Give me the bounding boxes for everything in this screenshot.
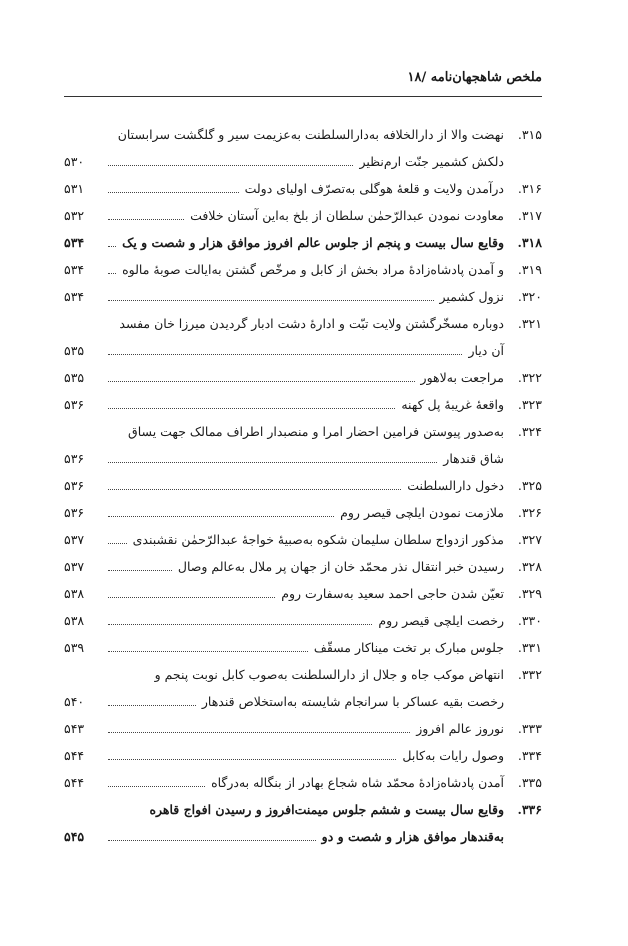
toc-entry <box>64 310 542 364</box>
entry-title: دلکش کشمیر جنّت ارم‌نظیر <box>359 154 504 169</box>
toc-line <box>64 202 542 229</box>
toc-line <box>64 823 542 850</box>
dot-leader <box>108 354 462 355</box>
toc-line <box>64 445 542 472</box>
entry-title: دوباره مسخّرگشتن ولایت تبّت و ادارهٔ دشت ادبار گردیدن میرزا خان مفسد <box>119 316 504 331</box>
toc-line <box>64 553 542 580</box>
toc-line <box>64 499 542 526</box>
entry-number: ۳۱۷. <box>517 208 542 223</box>
page-number: ۵۳۹ <box>64 640 85 655</box>
entry-number: ۳۲۶. <box>517 505 542 520</box>
running-header: ملخص شاهجهان‌نامه /۱۸ <box>407 70 542 85</box>
toc-line <box>64 715 542 742</box>
entry-number: ۳۱۹. <box>517 262 542 277</box>
toc-line <box>64 688 542 715</box>
entry-number: ۳۲۰. <box>517 289 542 304</box>
dot-leader <box>108 516 334 517</box>
entry-title: نوروز عالم افروز <box>416 721 504 736</box>
entry-title: انتهاض موکب جاه و جلال از دارالسلطنت به‌صوب کابل نوبت پنجم و <box>154 667 504 682</box>
entry-number: ۳۳۶. <box>517 802 542 817</box>
dot-leader <box>108 192 239 193</box>
page-number: ۵۳۸ <box>64 586 85 601</box>
dot-leader <box>108 462 437 463</box>
page-number: ۵۳۶ <box>64 505 85 520</box>
toc-entry <box>64 202 542 229</box>
toc-line <box>64 175 542 202</box>
toc-entry <box>64 796 542 850</box>
toc-line <box>64 580 542 607</box>
dot-leader <box>108 624 372 625</box>
dot-leader <box>108 381 415 382</box>
dot-leader <box>108 273 116 274</box>
toc-entry <box>64 229 542 256</box>
entry-title: معاودت نمودن عبدالرّحمٰن سلطان از بلخ به‌این آستان خلافت <box>190 208 504 223</box>
entry-title: وقایع سال بیست و پنجم از جلوس عالم افروز موافق هزار و شصت و یک <box>122 235 504 250</box>
dot-leader <box>108 705 196 706</box>
page-number: ۵۳۵ <box>64 343 85 358</box>
toc-line <box>64 391 542 418</box>
entry-number: ۳۳۲. <box>517 667 542 682</box>
page-number: ۵۴۴ <box>64 748 85 763</box>
toc-entry <box>64 526 542 553</box>
page-number: ۵۳۷ <box>64 532 85 547</box>
page-number: ۵۳۶ <box>64 478 85 493</box>
toc-entry <box>64 580 542 607</box>
toc-entry <box>64 607 542 634</box>
page-number: ۵۳۸ <box>64 613 85 628</box>
page-number: ۵۴۴ <box>64 775 85 790</box>
toc-entry <box>64 553 542 580</box>
table-of-contents <box>64 121 542 850</box>
toc-entry <box>64 175 542 202</box>
entry-title: نزول کشمیر <box>439 289 504 304</box>
toc-entry <box>64 769 542 796</box>
page-number: ۵۴۰ <box>64 694 85 709</box>
dot-leader <box>108 489 401 490</box>
entry-title: مذکور ازدواج سلطان سلیمان شکوه به‌صبیهٔ خواجهٔ عبدالرّحمٰن نقشبندی <box>132 532 504 547</box>
dot-leader <box>108 786 205 787</box>
page-number: ۵۳۲ <box>64 208 85 223</box>
entry-number: ۳۳۴. <box>517 748 542 763</box>
entry-title: وصول رایات به‌کابل <box>402 748 504 763</box>
toc-line <box>64 148 542 175</box>
entry-number: ۳۳۳. <box>517 721 542 736</box>
entry-title: دخول دارالسلطنت <box>407 478 504 493</box>
header-rule <box>64 96 542 97</box>
entry-number: ۳۲۳. <box>517 397 542 412</box>
entry-title: و آمدن پادشاه‌زادهٔ مراد بخش از کابل و مرخّص گشتن به‌ایالت صوبهٔ مالوه <box>122 262 504 277</box>
page-number: ۵۳۵ <box>64 370 85 385</box>
toc-line <box>64 121 542 148</box>
dot-leader <box>108 651 308 652</box>
toc-line <box>64 634 542 661</box>
dot-leader <box>108 759 396 760</box>
entry-title: رسیدن خبر انتقال نذر محمّد خان از جهان پر ملال به‌عالم وصال <box>177 559 504 574</box>
dot-leader <box>108 219 184 220</box>
entry-title: ملازمت نمودن ایلچی قیصر روم <box>340 505 504 520</box>
entry-title: مراجعت به‌لاهور <box>420 370 504 385</box>
entry-number: ۳۲۷. <box>517 532 542 547</box>
toc-line <box>64 742 542 769</box>
entry-number: ۳۱۵. <box>517 127 542 142</box>
entry-title: آمدن پادشاه‌زادهٔ محمّد شاه شجاع بهادر از بنگاله به‌درگاه <box>211 775 504 790</box>
toc-entry <box>64 364 542 391</box>
entry-title: درآمدن ولایت و قلعهٔ هوگلی به‌تصرّف اولیای دولت <box>244 181 504 196</box>
entry-title: رخصت ایلچی قیصر روم <box>378 613 504 628</box>
entry-number: ۳۳۰. <box>517 613 542 628</box>
toc-line <box>64 607 542 634</box>
page-number: ۵۴۳ <box>64 721 85 736</box>
entry-title: وقایع سال بیست و ششم جلوس میمنت‌افروز و رسیدن افواج قاهره <box>149 802 504 817</box>
toc-entry <box>64 742 542 769</box>
entry-title: جلوس مبارک بر تخت میناکار مسقّف <box>313 640 504 655</box>
toc-entry <box>64 472 542 499</box>
dot-leader <box>108 246 116 247</box>
page-number: ۵۳۶ <box>64 397 85 412</box>
entry-number: ۳۲۹. <box>517 586 542 601</box>
dot-leader <box>108 732 410 733</box>
entry-number: ۳۳۱. <box>517 640 542 655</box>
toc-entry <box>64 499 542 526</box>
toc-entry <box>64 121 542 175</box>
toc-line <box>64 283 542 310</box>
entry-number: ۳۱۶. <box>517 181 542 196</box>
entry-title: واقعهٔ غریبهٔ پل کهنه <box>401 397 504 412</box>
entry-title: تعیّن شدن حاجی احمد سعید به‌سفارت روم <box>281 586 504 601</box>
toc-line <box>64 229 542 256</box>
entry-title: به‌قندهار موافق هزار و شصت و دو <box>321 829 504 844</box>
entry-number: ۳۲۵. <box>517 478 542 493</box>
toc-line <box>64 472 542 499</box>
page-number: ۵۳۰ <box>64 154 85 169</box>
page-number: ۵۳۴ <box>64 235 85 250</box>
dot-leader <box>108 165 353 166</box>
dot-leader <box>108 408 395 409</box>
page-number: ۵۳۷ <box>64 559 85 574</box>
toc-line <box>64 256 542 283</box>
toc-line <box>64 418 542 445</box>
toc-line <box>64 310 542 337</box>
entry-title: شاق قندهار <box>443 451 504 466</box>
toc-line <box>64 337 542 364</box>
toc-entry <box>64 715 542 742</box>
entry-number: ۳۲۸. <box>517 559 542 574</box>
toc-line <box>64 364 542 391</box>
page-number: ۵۳۶ <box>64 451 85 466</box>
dot-leader <box>108 597 275 598</box>
toc-entry <box>64 283 542 310</box>
entry-title: نهضت والا از دارالخلافه به‌دارالسلطنت به‌عزیمت سیر و گلگشت سرابستان <box>117 127 504 142</box>
toc-entry <box>64 418 542 472</box>
entry-number: ۳۱۸. <box>517 235 542 250</box>
dot-leader <box>108 840 316 841</box>
toc-entry <box>64 391 542 418</box>
page-number: ۵۳۴ <box>64 262 85 277</box>
page-number: ۵۳۴ <box>64 289 85 304</box>
toc-line <box>64 661 542 688</box>
toc-entry <box>64 256 542 283</box>
page-number: ۵۳۱ <box>64 181 85 196</box>
dot-leader <box>108 570 172 571</box>
entry-number: ۳۲۲. <box>517 370 542 385</box>
entry-number: ۳۲۱. <box>517 316 542 331</box>
entry-number: ۳۲۴. <box>517 424 542 439</box>
entry-title: رخصت بقیه عساکر با سرانجام شایسته به‌استخلاص قندهار <box>201 694 504 709</box>
page-number: ۵۴۵ <box>64 829 85 844</box>
dot-leader <box>108 300 434 301</box>
dot-leader <box>108 543 127 544</box>
toc-entry <box>64 661 542 715</box>
toc-line <box>64 769 542 796</box>
toc-entry <box>64 634 542 661</box>
entry-title: به‌صدور پیوستن فرامین احضار امرا و منصبدار اطراف ممالک جهت یساق <box>128 424 504 439</box>
entry-title: آن دیار <box>468 343 504 358</box>
entry-number: ۳۳۵. <box>517 775 542 790</box>
toc-line <box>64 526 542 553</box>
toc-line <box>64 796 542 823</box>
